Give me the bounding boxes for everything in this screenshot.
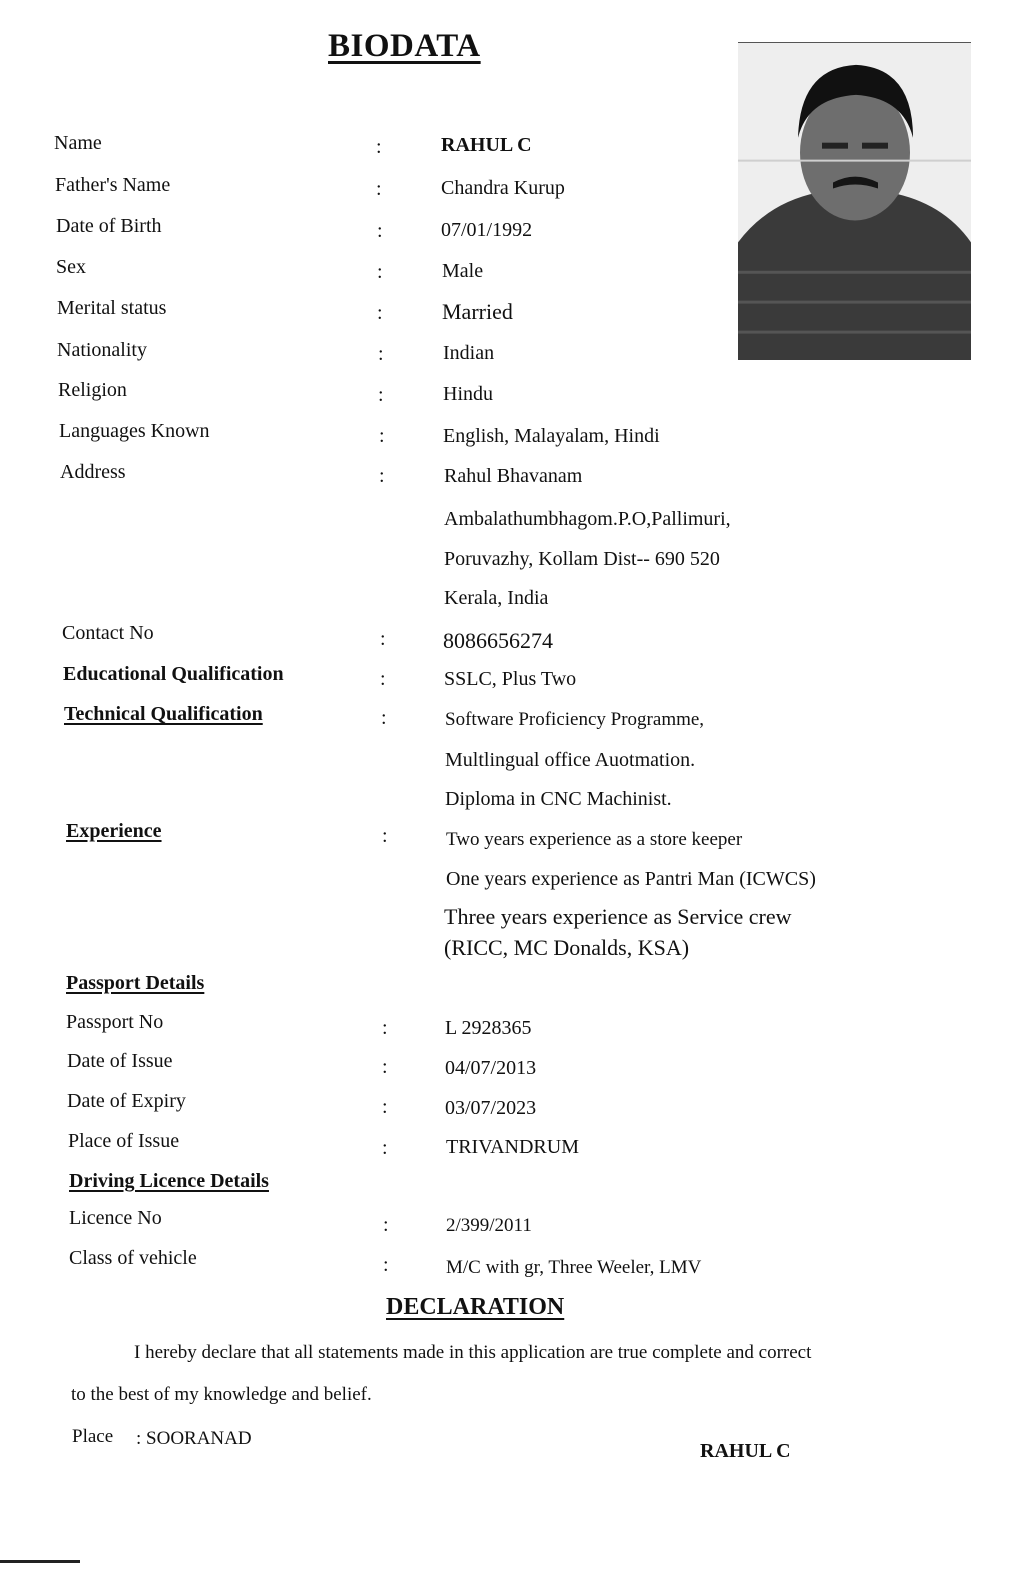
colon: : bbox=[383, 1214, 389, 1236]
colon: : bbox=[381, 707, 387, 729]
colon: : bbox=[379, 425, 385, 447]
colon: : bbox=[377, 220, 383, 242]
place-of-issue-value: TRIVANDRUM bbox=[446, 1136, 579, 1158]
marital-status-value: Married bbox=[442, 299, 513, 324]
vehicle-class-value: M/C with gr, Three Weeler, LMV bbox=[446, 1257, 702, 1278]
place-value: : SOORANAD bbox=[136, 1428, 252, 1449]
date-of-expiry-value: 03/07/2023 bbox=[445, 1097, 537, 1119]
marital-status-label: Merital status bbox=[57, 297, 167, 319]
colon: : bbox=[380, 668, 386, 690]
person-photo-icon bbox=[738, 43, 971, 360]
colon: : bbox=[377, 261, 383, 283]
address-line: Ambalathumbhagom.P.O,Pallimuri, bbox=[444, 508, 731, 530]
passport-no-value: L 2928365 bbox=[445, 1017, 532, 1039]
address-label: Address bbox=[60, 461, 126, 483]
experience-label: Experience bbox=[66, 820, 162, 842]
technical-line: Diploma in CNC Machinist. bbox=[445, 788, 672, 810]
sex-label: Sex bbox=[56, 256, 86, 278]
licence-no-value: 2/399/2011 bbox=[446, 1215, 532, 1236]
experience-line: One years experience as Pantri Man (ICWCS) bbox=[446, 868, 816, 890]
colon: : bbox=[376, 178, 382, 200]
technical-label: Technical Qualification bbox=[64, 703, 263, 725]
name-value: RAHUL C bbox=[441, 134, 532, 156]
colon: : bbox=[378, 384, 384, 406]
colon: : bbox=[382, 1056, 388, 1078]
date-of-issue-value: 04/07/2013 bbox=[445, 1057, 537, 1079]
licence-heading: Driving Licence Details bbox=[69, 1170, 269, 1192]
scan-edge bbox=[0, 1560, 80, 1563]
sex-value: Male bbox=[442, 260, 484, 282]
vehicle-class-label: Class of vehicle bbox=[69, 1247, 197, 1269]
colon: : bbox=[378, 343, 384, 365]
colon: : bbox=[382, 1017, 388, 1039]
education-label: Educational Qualification bbox=[63, 663, 284, 685]
contact-label: Contact No bbox=[62, 622, 154, 644]
licence-no-label: Licence No bbox=[69, 1207, 162, 1229]
colon: : bbox=[379, 465, 385, 487]
colon: : bbox=[377, 302, 383, 324]
date-of-issue-label: Date of Issue bbox=[67, 1050, 173, 1072]
address-line: Poruvazhy, Kollam Dist-- 690 520 bbox=[444, 548, 720, 570]
address-line: Rahul Bhavanam bbox=[444, 465, 583, 487]
experience-line: Two years experience as a store keeper bbox=[446, 829, 743, 850]
languages-label: Languages Known bbox=[59, 420, 210, 442]
page-title: BIODATA bbox=[328, 28, 481, 64]
colon: : bbox=[382, 825, 388, 847]
passport-no-label: Passport No bbox=[66, 1011, 164, 1033]
signature-name: RAHUL C bbox=[700, 1440, 791, 1462]
profile-photo bbox=[738, 42, 971, 360]
declaration-text: I hereby declare that all statements made in this application are true complete and correct bbox=[134, 1342, 812, 1363]
education-value: SSLC, Plus Two bbox=[444, 668, 577, 690]
declaration-title: DECLARATION bbox=[386, 1294, 565, 1320]
passport-heading: Passport Details bbox=[66, 972, 205, 994]
declaration-text: to the best of my knowledge and belief. bbox=[71, 1384, 372, 1405]
colon: : bbox=[382, 1096, 388, 1118]
technical-line: Software Proficiency Programme, bbox=[445, 709, 705, 730]
place-of-issue-label: Place of Issue bbox=[68, 1130, 180, 1152]
religion-label: Religion bbox=[58, 379, 127, 401]
nationality-value: Indian bbox=[443, 342, 495, 364]
dob-value: 07/01/1992 bbox=[441, 219, 533, 241]
fathers-name-label: Father's Name bbox=[55, 174, 171, 196]
religion-value: Hindu bbox=[443, 383, 493, 405]
nationality-label: Nationality bbox=[57, 339, 147, 361]
technical-line: Multlingual office Auotmation. bbox=[445, 749, 696, 771]
address-line: Kerala, India bbox=[444, 587, 549, 609]
dob-label: Date of Birth bbox=[56, 215, 162, 237]
experience-line: (RICC, MC Donalds, KSA) bbox=[444, 935, 690, 960]
colon: : bbox=[380, 628, 386, 650]
contact-value: 8086656274 bbox=[443, 628, 553, 653]
date-of-expiry-label: Date of Expiry bbox=[67, 1090, 186, 1112]
colon: : bbox=[383, 1254, 389, 1276]
experience-line: Three years experience as Service crew bbox=[444, 904, 792, 929]
languages-value: English, Malayalam, Hindi bbox=[443, 425, 660, 447]
place-label: Place bbox=[72, 1426, 114, 1447]
colon: : bbox=[382, 1137, 388, 1159]
name-label: Name bbox=[54, 132, 102, 154]
colon: : bbox=[376, 136, 382, 158]
fathers-name-value: Chandra Kurup bbox=[441, 177, 565, 199]
